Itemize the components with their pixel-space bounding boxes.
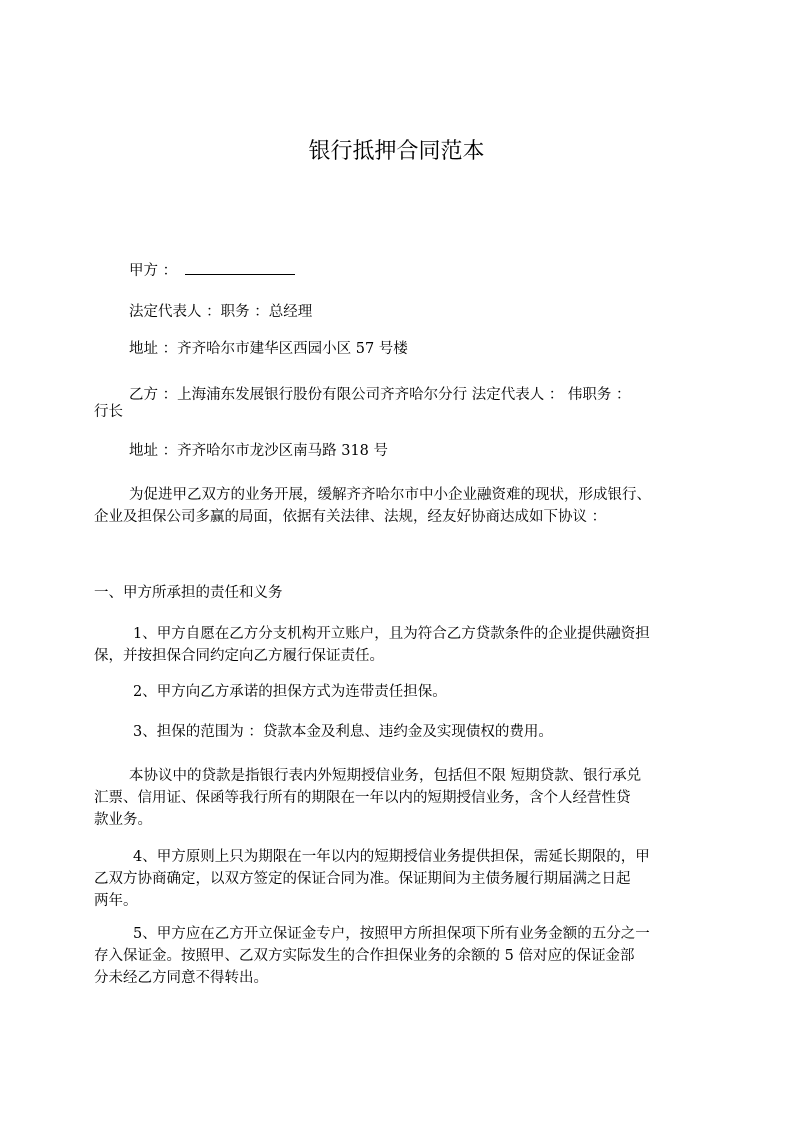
party-a-rep: 法定代表人 ：职务 ：总经理 [129, 304, 313, 320]
clause-4: 4、甲方原则上只为期限在一年以内的短期授信业务提供担保，需延长期限的，甲 [133, 849, 650, 865]
party-a-label: 甲方 ： [129, 263, 178, 279]
clause-1: 1、甲方自愿在乙方分支机构开立账户，且为符合乙方贷款条件的企业提供融资担 [133, 626, 650, 642]
party-a-address: 地址 ：齐齐哈尔市建华区西园小区 57 号楼 [129, 341, 408, 357]
document-title: 银行抵押合同范本 [308, 139, 485, 164]
clause-4: 乙双方协商确定，以双方签定的保证合同为准。保证期间为主债务履行期届满之日起 [94, 871, 631, 887]
loan-note: 汇票、信用证、保函等我行所有的期限在一年以内的短期授信业务，含个人经营性贷 [94, 790, 631, 806]
loan-note: 款业务。 [94, 812, 152, 828]
section-heading: 一、甲方所承担的责任和义务 [94, 585, 283, 601]
party-a-line [129, 260, 295, 282]
clause-2: 2、甲方向乙方承诺的担保方式为连带责任担保。 [133, 684, 447, 700]
clause-4: 两年。 [94, 893, 138, 909]
preamble-line: 为促进甲乙双方的业务开展，缓解齐齐哈尔市中小企业融资难的现状，形成银行、 [129, 487, 651, 503]
clause-1: 保，并按担保合同约定向乙方履行保证责任。 [94, 648, 384, 664]
clause-5: 存入保证金。按照甲、乙双方实际发生的合作担保业务的余额的 5 倍对应的保证金部 [94, 948, 635, 964]
loan-note: 本协议中的贷款是指银行表内外短期授信业务，包括但不限 短期贷款、银行承兑 [129, 768, 642, 784]
clause-3: 3、担保的范围为 ：贷款本金及利息、违约金及实现债权的费用。 [133, 724, 553, 740]
party-b-address: 地址 ：齐齐哈尔市龙沙区南马路 318 号 [129, 443, 389, 459]
preamble-line: 企业及担保公司多赢的局面，依据有关法律、法规，经友好协商达成如下协议 ： [94, 509, 607, 525]
party-b-line1: 乙方 ：上海浦东发展银行股份有限公司齐齐哈尔分行 法定代表人 ： 伟职务 ： [129, 387, 631, 403]
clause-5: 5、甲方应在乙方开立保证金专户，按照甲方所担保项下所有业务金额的五分之一 [133, 926, 650, 942]
party-b-line2: 行长 [94, 404, 123, 420]
party-a-blank [185, 260, 295, 275]
clause-5: 分未经乙方同意不得转出。 [94, 970, 268, 986]
